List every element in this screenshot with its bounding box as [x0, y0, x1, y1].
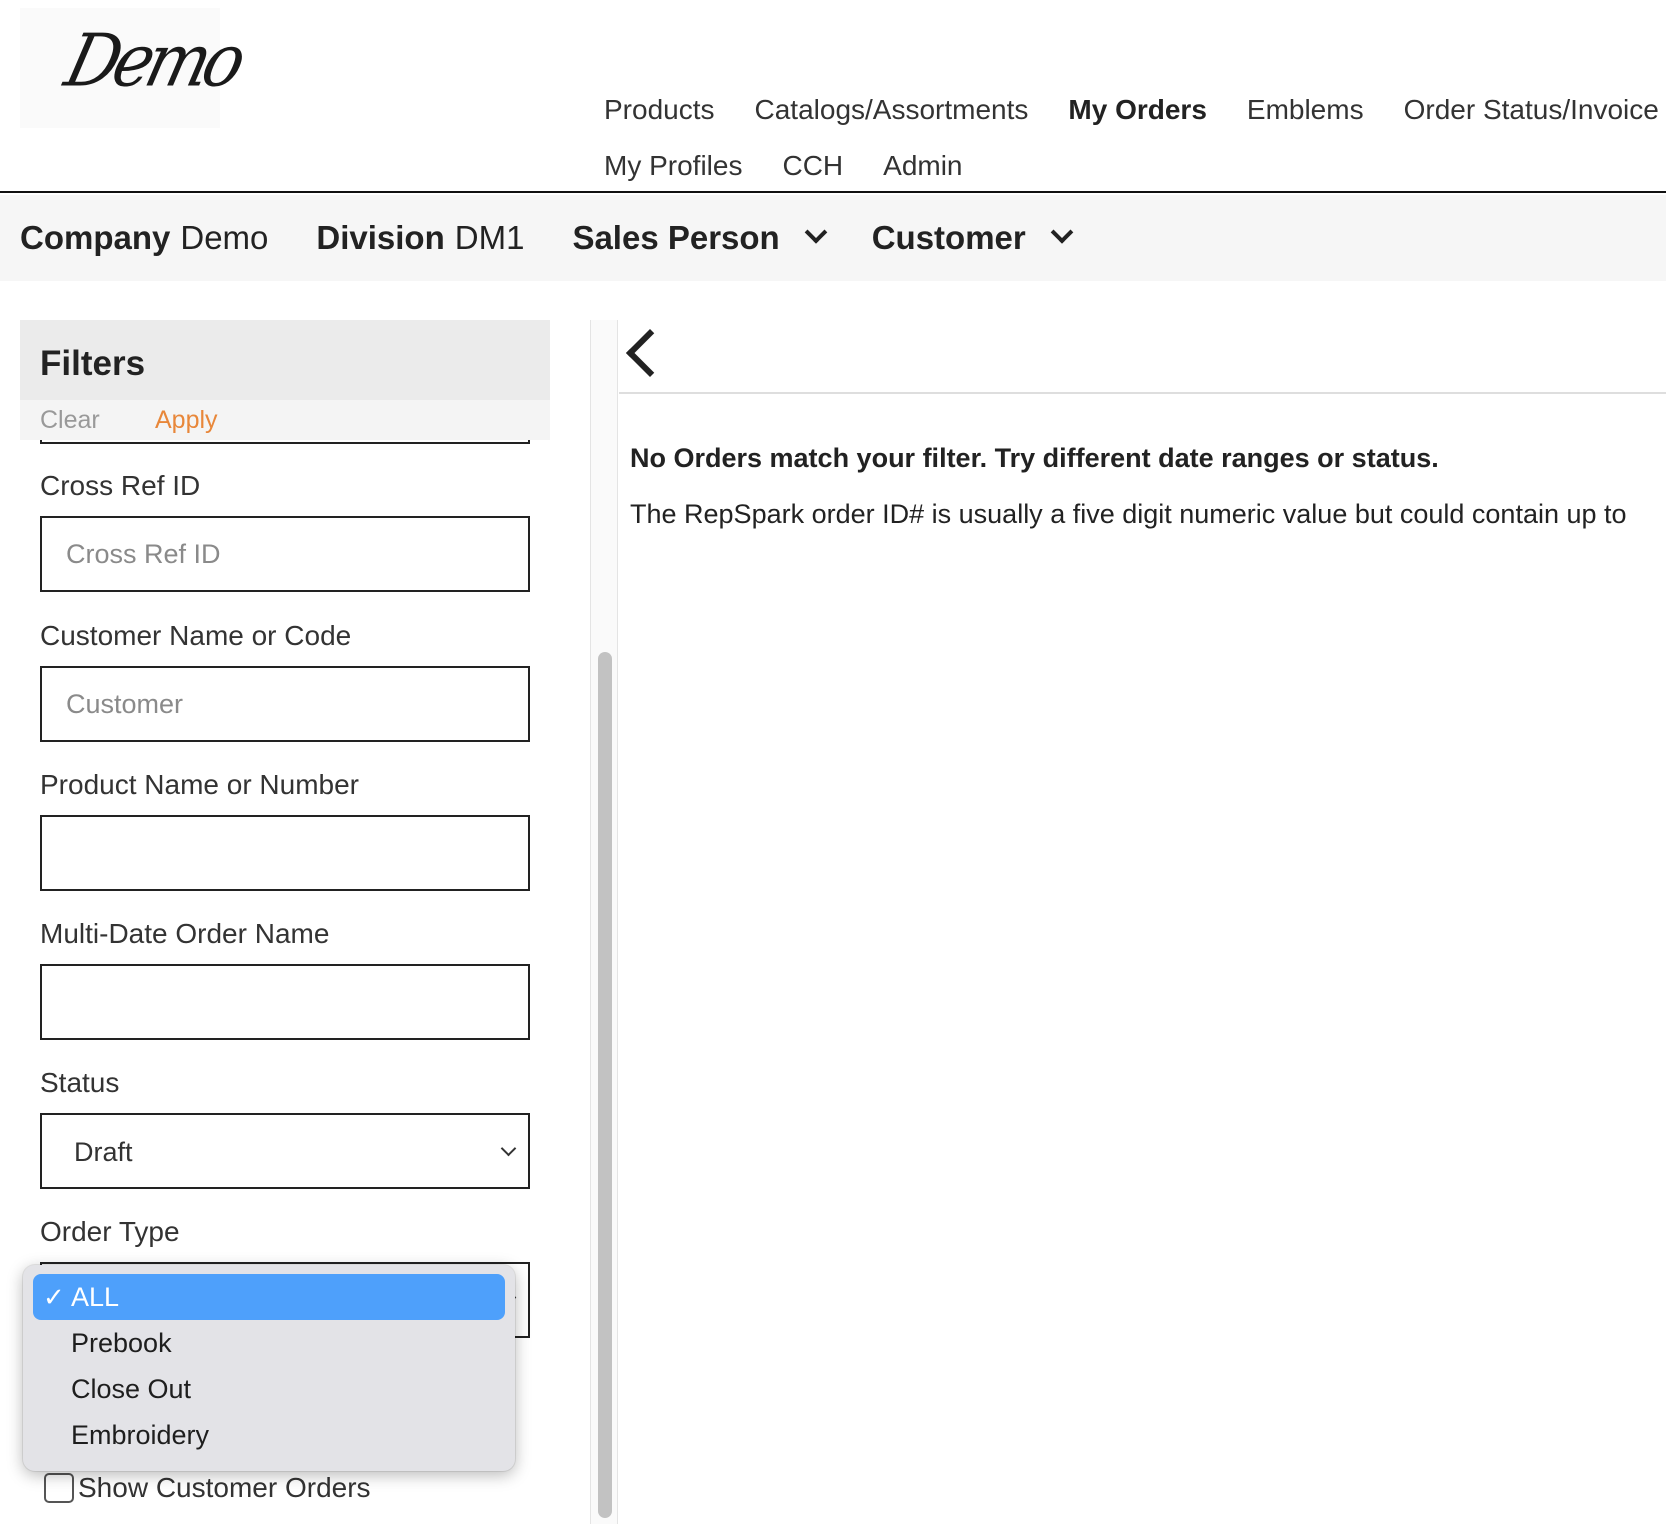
- site-header: [0, 0, 1666, 193]
- company-value: Demo: [180, 219, 269, 256]
- order-type-option-embroidery[interactable]: [33, 1412, 505, 1458]
- apply-filters-link[interactable]: Apply: [155, 406, 218, 434]
- nav-order-status-invoice[interactable]: Order Status/Invoice: [1403, 94, 1659, 125]
- clear-filters-link[interactable]: Clear: [40, 406, 100, 434]
- option-label: Prebook: [71, 1328, 172, 1358]
- nav-emblems[interactable]: Emblems: [1246, 94, 1364, 125]
- show-customer-orders-row[interactable]: [44, 1472, 371, 1504]
- checkmark-icon: ✓: [43, 1282, 65, 1312]
- main-nav-row-2: [604, 146, 1003, 186]
- option-label: Embroidery: [71, 1420, 210, 1450]
- division-label: Division: [316, 219, 445, 256]
- nav-products[interactable]: Products: [604, 94, 715, 125]
- company-logo[interactable]: [20, 8, 249, 128]
- chevron-down-icon: [1050, 221, 1073, 244]
- cross-ref-label: Cross Ref ID: [40, 470, 201, 501]
- status-label: Status: [40, 1067, 120, 1098]
- scrollbar-thumb[interactable]: [598, 652, 612, 1518]
- filters-header: [20, 320, 550, 400]
- scrolled-input-edge: [40, 440, 530, 444]
- customer-dropdown[interactable]: [872, 219, 1070, 257]
- divider: [619, 392, 1666, 394]
- option-label: Close Out: [71, 1374, 192, 1404]
- division-info: [316, 219, 524, 257]
- order-type-dropdown-menu: [23, 1265, 515, 1471]
- nav-cch[interactable]: CCH: [782, 150, 844, 181]
- product-input[interactable]: [40, 815, 530, 891]
- order-type-option-close-out[interactable]: [33, 1366, 505, 1412]
- no-orders-message: No Orders match your filter. Try different date ranges or status.: [630, 443, 1439, 473]
- order-id-info-text: The RepSpark order ID# is usually a five digit numeric value but could contain up to: [630, 499, 1627, 529]
- status-select[interactable]: [40, 1113, 530, 1189]
- nav-my-profiles[interactable]: My Profiles: [604, 150, 743, 181]
- chevron-down-icon: [804, 221, 827, 244]
- context-bar: [0, 195, 1666, 281]
- division-value: DM1: [454, 219, 525, 256]
- order-type-label: Order Type: [40, 1216, 180, 1247]
- multi-date-order-input[interactable]: [40, 964, 530, 1040]
- company-label: Company: [20, 219, 171, 256]
- main-nav-row-1: [604, 90, 1666, 130]
- nav-my-orders[interactable]: My Orders: [1068, 94, 1207, 125]
- multi-date-order-label: Multi-Date Order Name: [40, 918, 330, 949]
- show-customer-orders-checkbox[interactable]: [44, 1473, 74, 1503]
- collapse-filters-chevron-left-icon[interactable]: [626, 329, 674, 377]
- sales-person-dropdown[interactable]: [572, 219, 823, 257]
- orders-main-panel: [619, 320, 1666, 1524]
- show-customer-orders-label: Show Customer Orders: [78, 1472, 371, 1503]
- logo-text: Demo: [57, 18, 249, 103]
- cross-ref-input[interactable]: [40, 516, 530, 592]
- sales-person-label: Sales Person: [572, 219, 780, 256]
- sidebar-scrollbar[interactable]: [590, 320, 618, 1524]
- chevron-down-icon: [501, 1141, 517, 1157]
- product-label: Product Name or Number: [40, 769, 360, 800]
- company-info: [20, 219, 268, 257]
- nav-admin[interactable]: Admin: [883, 150, 963, 181]
- filters-title: Filters: [40, 344, 146, 383]
- status-select-value: Draft: [74, 1137, 133, 1167]
- filters-actions: [20, 400, 550, 440]
- nav-catalogs-assortments[interactable]: Catalogs/Assortments: [754, 94, 1029, 125]
- order-type-option-all[interactable]: [33, 1274, 505, 1320]
- customer-name-label: Customer Name or Code: [40, 620, 352, 651]
- order-type-option-prebook[interactable]: [33, 1320, 505, 1366]
- option-label: ALL: [71, 1282, 120, 1312]
- customer-label: Customer: [871, 219, 1026, 256]
- customer-input[interactable]: [40, 666, 530, 742]
